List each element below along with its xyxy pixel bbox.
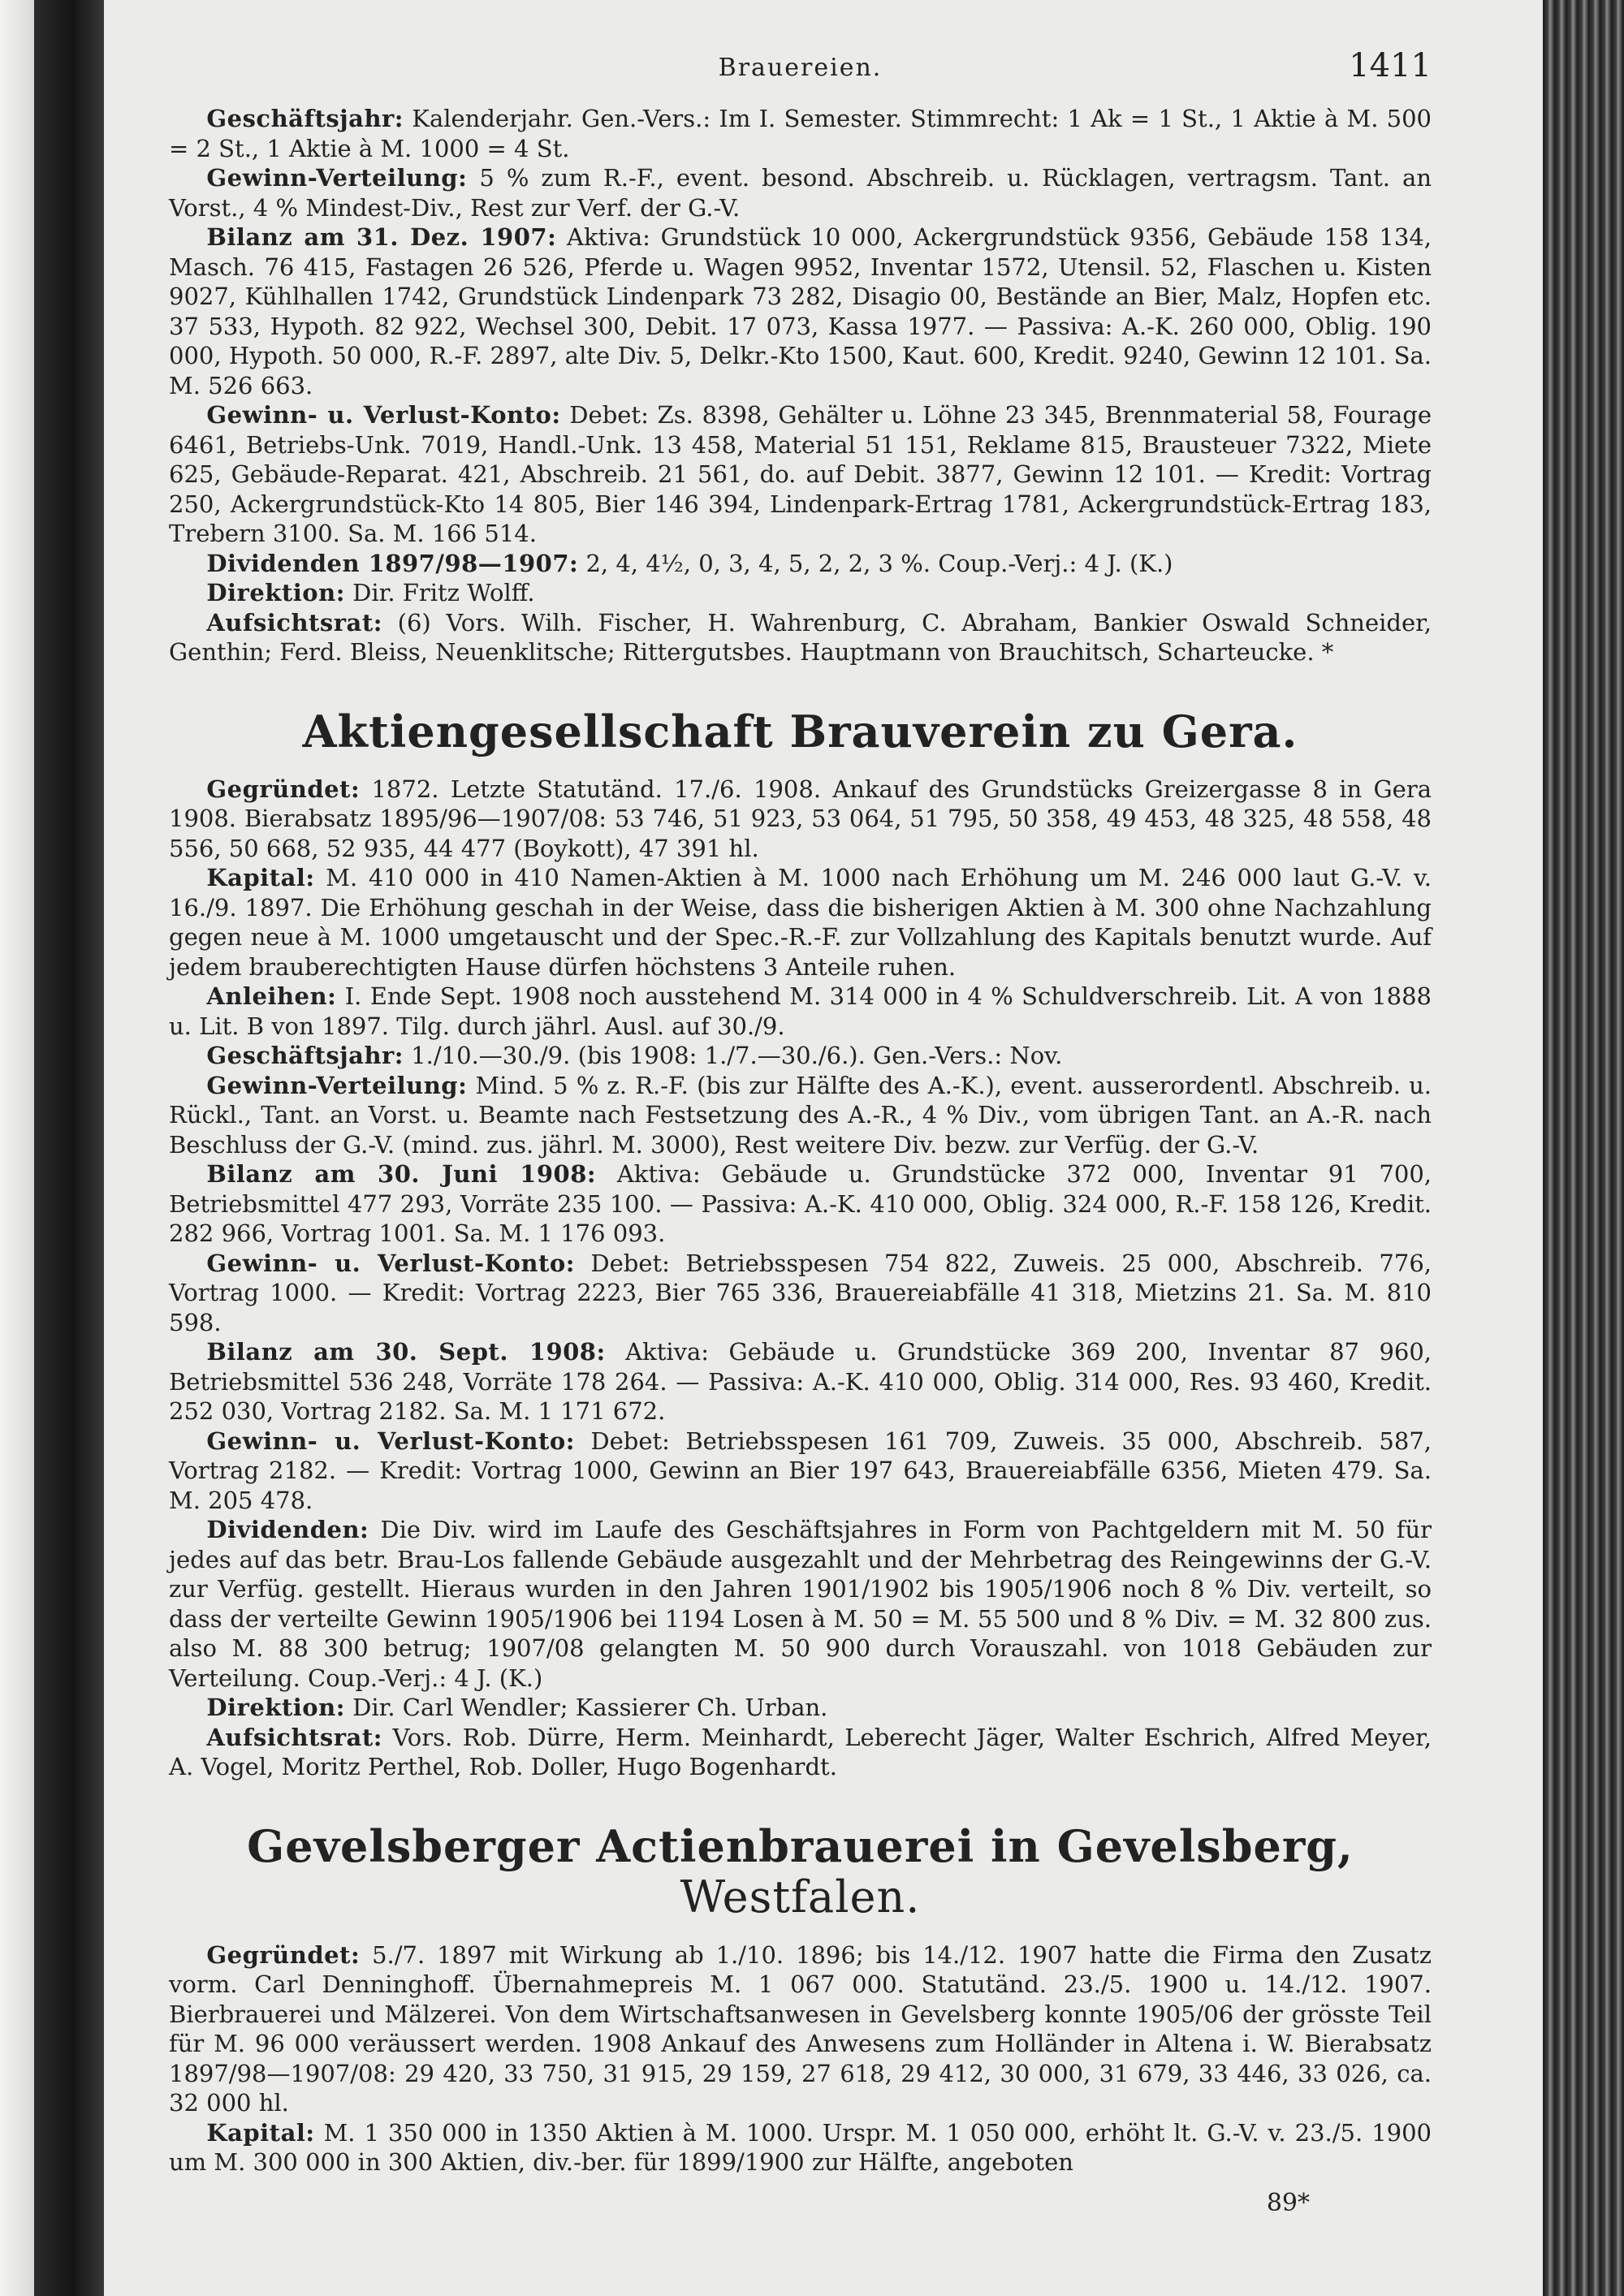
entry-text: 1872. Letzte Statutänd. 17./6. 1908. Ankauf des Grundstücks Greizergasse 8 in Gera 1908. Bierabsatz 1895/96—1907/08: 53 746, 51 923, 53 064, 51 795, 50 358, 49 453, 48 325, 48 558, 48 556, 50 668, 52 935, 44 477 (Boykott), 47 391 hl. <box>169 775 1432 862</box>
entry-gewinn-verteilung <box>169 163 1432 222</box>
entry-label: Anleihen: <box>206 982 337 1011</box>
entry-text: Debet: Betriebsspesen 754 822, Zuweis. 25 000, Abschreib. 776, Vortrag 1000. — Kredit: Vortrag 2223, Bier 765 336, Brauereiabfälle 41 318, Mietzins 21. Sa. M. 810 598. <box>169 1249 1432 1336</box>
entry-gegruendet <box>169 775 1432 864</box>
entry-dividenden <box>169 1515 1432 1693</box>
entry-dividenden <box>169 549 1432 579</box>
page-header <box>169 47 1432 104</box>
entry-label: Bilanz am 31. Dez. 1907: <box>206 223 557 251</box>
entry-text: Kalenderjahr. Gen.-Vers.: Im I. Semester. Stimmrecht: 1 Ak = 1 St., 1 Aktie à M. 500 = 2 St., 1 Aktie à M. 1000 = 4 St. <box>169 105 1432 162</box>
page-stack-edge <box>1543 0 1624 2296</box>
entry-aufsichtsrat <box>169 1723 1432 1782</box>
entry-label: Gewinn- u. Verlust-Konto: <box>206 401 561 429</box>
page-content <box>169 47 1432 2217</box>
entry-label: Gewinn-Verteilung: <box>206 1071 468 1099</box>
entry-label: Bilanz am 30. Sept. 1908: <box>206 1338 606 1366</box>
section-gevelsberger-actienbrauerei <box>169 1821 1432 2177</box>
entry-text: Aktiva: Grundstück 10 000, Ackergrundstück 9356, Gebäude 158 134, Masch. 76 415, Fastagen 26 526, Pferde u. Wagen 9952, Inventar 1572, Utensil. 52, Flaschen u. Kisten 9027, Kühlhallen 1742, Grundstück Lindenpark 73 282, Disagio 00, Bestände an Bier, Malz, Hopfen etc. 37 533, Hypoth. 82 922, Wechsel 300, Debit. 17 073, Kassa 1977. — Passiva: A.-K. 260 000, Oblig. 190 000, Hypoth. 50 000, R.-F. 2897, alte Div. 5, Delkr.-Kto 1500, Kaut. 600, Kredit. 9240, Gewinn 12 101. Sa. M. 526 663. <box>169 223 1432 399</box>
book-gutter-shadow <box>34 0 106 2296</box>
section-title-text: Gevelsberger Actienbrauerei in Gevelsberg, <box>247 1819 1354 1872</box>
entry-label: Gewinn-Verteilung: <box>206 164 468 192</box>
section-title-sub: Westfalen. <box>680 1871 921 1923</box>
entry-text: Die Div. wird im Laufe des Geschäftsjahres in Form von Pachtgeldern mit M. 50 für jedes auf das betr. Brau-Los fallende Gebäude ausgezahlt und der Mehrbetrag des Reingewinns der G.-V. zur Verfüg. gestellt. Hieraus wurden in den Jahren 1901/1902 bis 1905/1906 noch 8 % Div. verteilt, so dass der verteilte Gewinn 1905/1906 bei 1194 Losen à M. 50 = M. 55 500 und 8 % Div. = M. 32 800 zus. also M. 88 300 betrug; 1907/08 gelangten M. 50 900 durch Vorauszahl. von 1018 Gebäuden zur Verteilung. Coup.-Verj.: 4 J. (K.) <box>169 1516 1432 1692</box>
entry-text: M. 410 000 in 410 Namen-Aktien à M. 1000 nach Erhöhung um M. 246 000 laut G.-V. v. 16./9. 1897. Die Erhöhung geschah in der Weise, dass die bisherigen Aktien à M. 300 ohne Nachzahlung gegen neue à M. 1000 umgetauscht und der Spec.-R.-F. zur Vollzahlung des Kapitals benutzt wurde. Auf jedem brauberechtigten Hause dürfen höchstens 3 Anteile ruhen. <box>169 864 1432 981</box>
entry-text: Vors. Rob. Dürre, Herm. Meinhardt, Leberecht Jäger, Walter Eschrich, Alfred Meyer, A. Vogel, Moritz Perthel, Rob. Doller, Hugo Bogenhardt. <box>169 1723 1432 1781</box>
entry-gewinn-verlust-sept <box>169 1426 1432 1516</box>
entry-text: Debet: Betriebsspesen 161 709, Zuweis. 35 000, Abschreib. 587, Vortrag 2182. — Kredit: Vortrag 1000, Gewinn an Bier 197 643, Brauereiabfälle 6356, Mieten 479. Sa. M. 205 478. <box>169 1426 1432 1514</box>
running-head: Brauereien. <box>718 54 883 82</box>
entry-kapital <box>169 863 1432 982</box>
entry-kapital <box>169 2118 1432 2177</box>
entry-label: Dividenden: <box>206 1516 369 1544</box>
entry-geschaeftsjahr <box>169 104 1432 163</box>
entry-text: Mind. 5 % z. R.-F. (bis zur Hälfte des A.-K.), event. ausserordentl. Abschreib. u. Rückl., Tant. an Vorst. u. Beamte nach Festsetzung des A.-R., 4 % Div., vom übrigen Tant. an A.-R. nach Beschluss der G.-V. (mind. zus. jährl. M. 3000), Rest weitere Div. bezw. zur Verfüg. der G.-V. <box>169 1071 1432 1159</box>
entry-text: Dir. Fritz Wolff. <box>352 579 535 606</box>
entry-label: Kapital: <box>206 864 315 892</box>
entry-label: Gewinn- u. Verlust-Konto: <box>206 1249 575 1277</box>
entry-text: (6) Vors. Wilh. Fischer, H. Wahrenburg, C. Abraham, Bankier Oswald Schneider, Genthin; Ferd. Bleiss, Neuenklitsche; Rittergutsbes. Hauptmann von Brauchitsch, Scharteucke. * <box>169 608 1432 666</box>
section-continued-brewery <box>169 104 1432 667</box>
entry-text: Dir. Carl Wendler; Kassierer Ch. Urban. <box>352 1694 828 1722</box>
entry-label: Kapital: <box>206 2118 315 2147</box>
entry-label: Gewinn- u. Verlust-Konto: <box>206 1426 575 1455</box>
entry-text: Aktiva: Gebäude u. Grundstücke 372 000, Inventar 91 700, Betriebsmittel 477 293, Vorräte 235 100. — Passiva: A.-K. 410 000, Oblig. 324 000, R.-F. 158 126, Kredit. 282 966, Vortrag 1001. Sa. M. 1 176 093. <box>169 1160 1432 1248</box>
entry-text: 1./10.—30./9. (bis 1908: 1./7.—30./6.). Gen.-Vers.: Nov. <box>411 1042 1063 1070</box>
entry-label: Dividenden 1897/98—1907: <box>206 549 579 577</box>
entry-label: Gegründet: <box>206 775 361 803</box>
section-brauverein-gera <box>169 706 1432 1782</box>
entry-label: Aufsichtsrat: <box>206 1723 382 1751</box>
entry-text: I. Ende Sept. 1908 noch ausstehend M. 314 000 in 4 % Schuldverschreib. Lit. A von 1888 u. Lit. B von 1897. Tilg. durch jährl. Ausl. auf 30./9. <box>169 982 1432 1040</box>
entry-text: M. 1 350 000 in 1350 Aktien à M. 1000. Urspr. M. 1 050 000, erhöht lt. G.-V. v. 23./5. 1900 um M. 300 000 in 300 Aktien, div.-ber. für 1899/1900 zur Hälfte, angeboten <box>169 2118 1432 2177</box>
entry-text: 5 % zum R.-F., event. besond. Abschreib. u. Rücklagen, vertragsm. Tant. an Vorst., 4 % Mindest-Div., Rest zur Verf. der G.-V. <box>169 164 1432 222</box>
entry-label: Geschäftsjahr: <box>206 1042 404 1070</box>
section-title <box>169 706 1432 757</box>
entry-label: Direktion: <box>206 1694 345 1722</box>
entry-label: Geschäftsjahr: <box>206 105 404 132</box>
entry-text: 5./7. 1897 mit Wirkung ab 1./10. 1896; bis 14./12. 1907 hatte die Firma den Zusatz vorm. Carl Denninghoff. Übernahmepreis M. 1 067 000. Statutänd. 23./5. 1900 u. 14./12. 1907. Bierbrauerei und Mälzerei. Von dem Wirtschaftsanwesen in Gevelsberg konnte 1905/06 der grösste Teil für M. 96 000 veräussert werden. 1908 Ankauf des Anwesens zum Holländer in Altena i. W. Bierabsatz 1897/98—1907/08: 29 420, 33 750, 31 915, 29 159, 27 618, 29 412, 30 000, 31 679, 33 446, 33 026, ca. 32 000 hl. <box>169 1940 1432 2117</box>
entry-aufsichtsrat <box>169 608 1432 667</box>
entry-direktion <box>169 578 1432 608</box>
entry-text: Debet: Zs. 8398, Gehälter u. Löhne 23 345, Brennmaterial 58, Fourage 6461, Betriebs-Unk. 7019, Handl.-Unk. 13 458, Material 51 151, Reklame 815, Brausteuer 7322, Miete 625, Gebäude-Reparat. 421, Abschreib. 21 561, do. auf Debit. 3877, Gewinn 12 101. — Kredit: Vortrag 250, Ackergrundstück-Kto 14 805, Bier 146 394, Lindenpark-Ertrag 1781, Ackergrundstück-Ertrag 183, Trebern 3100. Sa. M. 166 514. <box>169 401 1432 547</box>
page-number: 1411 <box>1349 47 1432 84</box>
document-page <box>104 0 1543 2296</box>
entry-label: Aufsichtsrat: <box>206 608 382 637</box>
signature-mark: 89* <box>1266 2188 1310 2217</box>
entry-bilanz-sept <box>169 1337 1432 1426</box>
entry-gewinn-verteilung <box>169 1071 1432 1160</box>
entry-gewinn-verlust-juni <box>169 1249 1432 1338</box>
entry-text: 2, 4, 4½, 0, 3, 4, 5, 2, 2, 3 %. Coup.-Verj.: 4 J. (K.) <box>585 549 1173 577</box>
entry-text: Aktiva: Gebäude u. Grundstücke 369 200, Inventar 87 960, Betriebsmittel 536 248, Vorräte 178 264. — Passiva: A.-K. 410 000, Oblig. 314 000, Res. 93 460, Kredit. 252 030, Vortrag 2182. Sa. M. 1 171 672. <box>169 1338 1432 1426</box>
entry-gegruendet <box>169 1940 1432 2118</box>
entry-label: Gegründet: <box>206 1940 361 1969</box>
entry-direktion <box>169 1693 1432 1723</box>
section-title <box>169 1821 1432 1923</box>
entry-gewinn-verlust <box>169 400 1432 549</box>
entry-label: Bilanz am 30. Juni 1908: <box>206 1160 597 1189</box>
entry-bilanz-juni <box>169 1159 1432 1249</box>
section-title-text: Aktiengesellschaft Brauverein zu Gera. <box>302 705 1298 757</box>
entry-anleihen <box>169 982 1432 1041</box>
entry-bilanz <box>169 222 1432 400</box>
entry-geschaeftsjahr <box>169 1041 1432 1071</box>
entry-label: Direktion: <box>206 579 345 606</box>
